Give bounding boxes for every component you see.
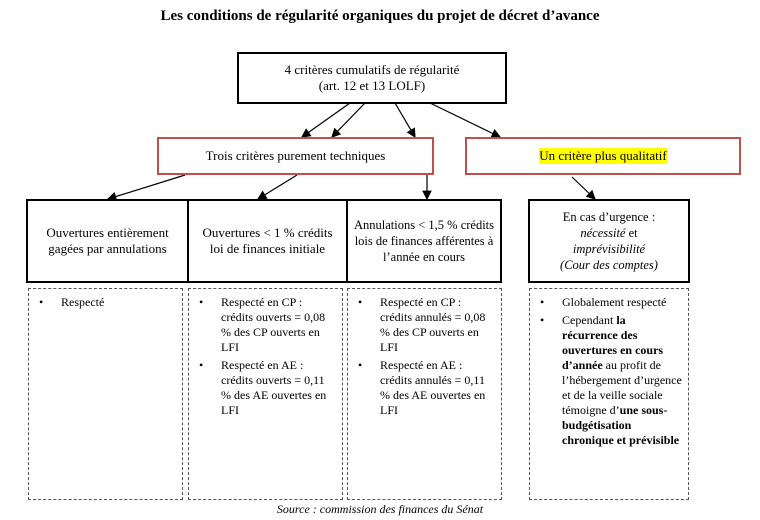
technical-criteria-label: Trois critères purement techniques	[205, 148, 386, 163]
arrow-to-criterion-4	[572, 177, 595, 199]
source-caption: Source : commission des finances du Sénat	[276, 502, 484, 516]
criterion-4-line2: nécessité	[580, 226, 626, 240]
detail-4-item-2	[534, 313, 682, 448]
detail-box-2	[188, 288, 343, 500]
criterion-box-2	[187, 199, 348, 283]
arrow-to-technical-1	[302, 103, 350, 137]
criterion-4-line4: imprévisibilité	[572, 242, 646, 256]
detail-4-item-2-d: une sous-budgétisation chronique et prévisible	[562, 403, 680, 447]
arrow-to-technical-3	[395, 103, 415, 137]
criterion-box-4	[528, 199, 690, 283]
detail-4-item-1: • Globalement respecté	[534, 295, 682, 310]
top-box-line1: 4 critères cumulatifs de régularité	[284, 62, 460, 77]
detail-4-item-2-b: la récurrence des ouvertures en cours d’année	[562, 313, 664, 372]
detail-2-item-2: • Respecté en AE : crédits ouverts = 0,11 % des AE ouvertes en LFI	[193, 358, 336, 418]
top-box	[237, 52, 507, 104]
criterion-4-line1: En cas d’urgence :	[562, 210, 656, 224]
arrow-to-qualitative	[430, 103, 500, 137]
detail-3-item-1: • Respecté en CP : crédits annulés = 0,08 % des CP ouverts en LFI	[352, 295, 495, 355]
criterion-box-3	[346, 199, 502, 283]
technical-criteria-box	[157, 137, 434, 175]
detail-1-item-1: • Respecté	[33, 295, 176, 310]
detail-2-item-1: • Respecté en CP : crédits ouverts = 0,08 % des CP ouverts en LFI	[193, 295, 336, 355]
criterion-4-line5: (Cour des comptes)	[560, 258, 658, 272]
qualitative-criterion-box	[465, 137, 741, 175]
detail-box-1	[28, 288, 183, 500]
arrow-to-criterion-2	[258, 175, 297, 199]
detail-box-4	[529, 288, 689, 500]
arrow-to-technical-2	[332, 103, 365, 137]
arrow-to-criterion-1	[108, 175, 185, 199]
qualitative-criterion-label: Un critère plus qualitatif	[539, 148, 667, 163]
detail-3-item-2: • Respecté en AE : crédits annulés = 0,11 % des AE ouvertes en LFI	[352, 358, 495, 418]
criterion-4-line3: et	[628, 226, 638, 240]
criterion-text-2: Ouvertures < 1 % crédits loi de finances initiale	[202, 225, 333, 256]
top-box-line2: (art. 12 et 13 LOLF)	[318, 78, 426, 93]
detail-4-item-2-a: Cependant	[562, 313, 614, 327]
detail-box-3	[347, 288, 502, 500]
criterion-text-3: Annulations < 1,5 % crédits lois de finances afférentes à l’année en cours	[354, 218, 495, 264]
diagram-title: Les conditions de régularité organiques du projet de décret d’avance	[160, 8, 600, 24]
criterion-box-1	[26, 199, 189, 283]
criterion-text-1: Ouvertures entièrement gagées par annulations	[46, 225, 169, 256]
detail-4-item-2-c: au profit de l’hébergement d’urgence et de la veille sociale témoigne d’	[562, 358, 682, 417]
